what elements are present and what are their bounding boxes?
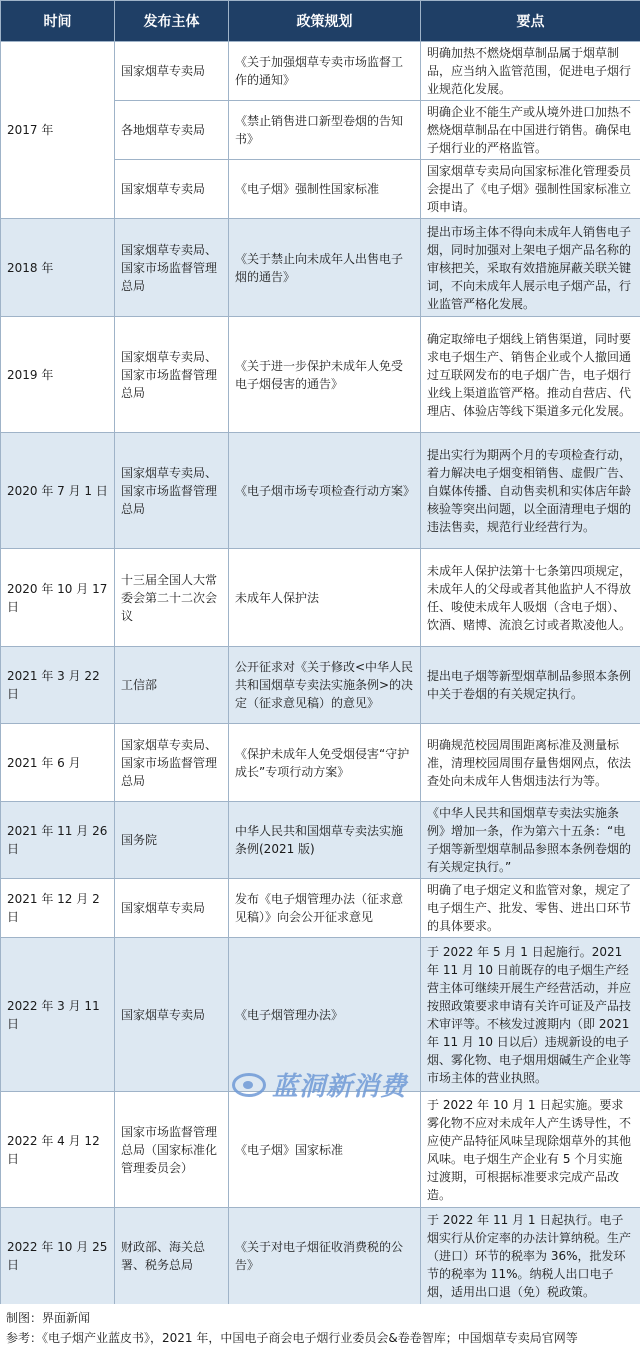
time-cell: 2020 年 7 月 1 日 [1,433,115,549]
watermark-text: 蓝洞新消费 [272,1072,408,1102]
points-cell: 确定取缔电子烟线上销售渠道，同时要求电子烟生产、销售企业或个人撤回通过互联网发布的电子烟广告，电子烟行业线上渠道监管严格。推动自营店、代理店、体验店等线下渠道多元化发展。 [421,317,640,433]
publisher-cell: 工信部 [115,647,229,724]
table-row [1,1092,640,1208]
policy-cell: 《电子烟》国家标准 [229,1092,421,1208]
table-row [1,802,640,879]
made-by-note: 制图：界面新闻 [6,1311,91,1325]
time-cell: 2021 年 6 月 [1,724,115,802]
points-cell: 于 2022 年 10 月 1 日起实施。要求雾化物不应对未成年人产生诱导性，不应使产品特征风味呈现除烟草外的其他风味。电子烟生产企业有 5 个月实施过渡期，可根据标准要求完成产品改造。 [421,1092,640,1208]
table-row [1,938,640,1092]
time-cell: 2021 年 12 月 2 日 [1,879,115,938]
publisher-cell: 国务院 [115,802,229,879]
publisher-cell: 财政部、海关总署、税务总局 [115,1208,229,1305]
points-cell: 《中华人民共和国烟草专卖法实施条例》增加一条，作为第六十五条：“电子烟等新型烟草制品参照本条例卷烟的有关规定执行。” [421,802,640,879]
points-cell: 明确企业不能生产或从境外进口加热不燃烧烟草制品在中国进行销售。确保电子烟行业的严格监管。 [421,101,640,160]
table-row [1,433,640,549]
publisher-cell: 各地烟草专卖局 [115,101,229,160]
policy-cell: 《电子烟管理办法》 [229,938,421,1092]
policy-cell: 中华人民共和国烟草专卖法实施条例(2021 版) [229,802,421,879]
table-row [1,724,640,802]
table-row [1,219,640,317]
points-cell: 于 2022 年 11 月 1 日起执行。电子烟实行从价定率的办法计算纳税。生产（进口）环节的税率为 36%，批发环节的税率为 11%。纳税人出口电子烟，适用出口退（免）税政策。 [421,1208,640,1305]
reference-note: 参考：《电子烟产业蓝皮书》，2021 年，中国电子商会电子烟行业委员会&卷卷智库；中国烟草专卖局官网等 [6,1331,578,1345]
time-cell: 2022 年 4 月 12 日 [1,1092,115,1208]
table-row [1,549,640,647]
publisher-cell: 国家烟草专卖局、国家市场监督管理总局 [115,433,229,549]
table-header-row [1,1,640,42]
header-publisher: 发布主体 [115,1,229,42]
policy-cell: 《电子烟市场专项检查行动方案》 [229,433,421,549]
header-policy: 政策规划 [229,1,421,42]
points-cell: 明确了电子烟定义和监管对象，规定了电子烟生产、批发、零售、进出口环节的具体要求。 [421,879,640,938]
publisher-cell: 十三届全国人大常委会第二十二次会议 [115,549,229,647]
table-row [1,647,640,724]
table-row [1,1208,640,1305]
table-row [1,42,640,101]
publisher-cell: 国家烟草专卖局 [115,160,229,219]
publisher-cell: 国家烟草专卖局、国家市场监督管理总局 [115,317,229,433]
points-cell: 提出电子烟等新型烟草制品参照本条例中关于卷烟的有关规定执行。 [421,647,640,724]
policy-cell: 《关于加强烟草专卖市场监督工作的通知》 [229,42,421,101]
time-cell: 2022 年 10 月 25 日 [1,1208,115,1305]
time-cell: 2018 年 [1,219,115,317]
time-cell: 2017 年 [1,42,115,219]
points-cell: 提出市场主体不得向未成年人销售电子烟，同时加强对上架电子烟产品名称的审核把关，采取有效措施屏蔽关联关键词，不向未成年人展示电子烟产品，行业监管严格化发展。 [421,219,640,317]
policy-cell: 发布《电子烟管理办法（征求意见稿）》向会公开征求意见 [229,879,421,938]
time-cell: 2019 年 [1,317,115,433]
policy-cell: 《电子烟》强制性国家标准 [229,160,421,219]
time-cell: 2020 年 10 月 17 日 [1,549,115,647]
table-footer [0,1304,640,1359]
points-cell: 未成年人保护法第十七条第四项规定，未成年人的父母或者其他监护人不得放任、唆使未成年人吸烟（含电子烟）、饮酒、赌博、流浪乞讨或者欺凌他人。 [421,549,640,647]
time-cell: 2021 年 11 月 26 日 [1,802,115,879]
points-cell: 明确加热不燃烧烟草制品属于烟草制品，应当纳入监管范围，促进电子烟行业规范化发展。 [421,42,640,101]
policy-cell: 《关于对电子烟征收消费税的公告》 [229,1208,421,1305]
policy-cell: 《关于进一步保护未成年人免受电子烟侵害的通告》 [229,317,421,433]
header-time: 时间 [1,1,115,42]
publisher-cell: 国家烟草专卖局 [115,879,229,938]
publisher-cell: 国家烟草专卖局 [115,42,229,101]
time-cell: 2021 年 3 月 22 日 [1,647,115,724]
publisher-cell: 国家烟草专卖局、国家市场监督管理总局 [115,219,229,317]
time-cell: 2022 年 3 月 11 日 [1,938,115,1092]
publisher-cell: 国家市场监督管理总局（国家标准化管理委员会） [115,1092,229,1208]
table-row [1,879,640,938]
points-cell: 明确规范校园周围距离标准及测量标准，清理校园周围存量售烟网点，依法查处向未成年人售烟违法行为等。 [421,724,640,802]
publisher-cell: 国家烟草专卖局、国家市场监督管理总局 [115,724,229,802]
table-row [1,317,640,433]
points-cell: 提出实行为期两个月的专项检查行动，着力解决电子烟变相销售、虚假广告、自媒体传播、自动售卖机和实体店年龄核验等突出问题，以全面清理电子烟的违法售卖，规范行业经营行为。 [421,433,640,549]
publisher-cell: 国家烟草专卖局 [115,938,229,1092]
points-cell: 国家烟草专卖局向国家标准化管理委员会提出了《电子烟》强制性国家标准立项申请。 [421,160,640,219]
policy-cell: 《保护未成年人免受烟侵害“守护成长”专项行动方案》 [229,724,421,802]
points-cell: 于 2022 年 5 月 1 日起施行。2021 年 11 月 10 日前既存的电子烟生产经营主体可继续开展生产经营活动，并应按照政策要求申请有关许可证及产品技术审评等。不核发过渡期内（即 2021 年 11 月 10 日以后）违规新设的电子烟、雾化物、电子烟用烟碱生产企业等市场主体的营业执照。 [421,938,640,1092]
policy-cell: 《禁止销售进口新型卷烟的告知书》 [229,101,421,160]
header-points: 要点 [421,1,640,42]
policy-cell: 《关于禁止向未成年人出售电子烟的通告》 [229,219,421,317]
policy-cell: 未成年人保护法 [229,549,421,647]
policy-cell: 公开征求对《关于修改<中华人民共和国烟草专卖法实施条例>的决定（征求意见稿）的意见》 [229,647,421,724]
